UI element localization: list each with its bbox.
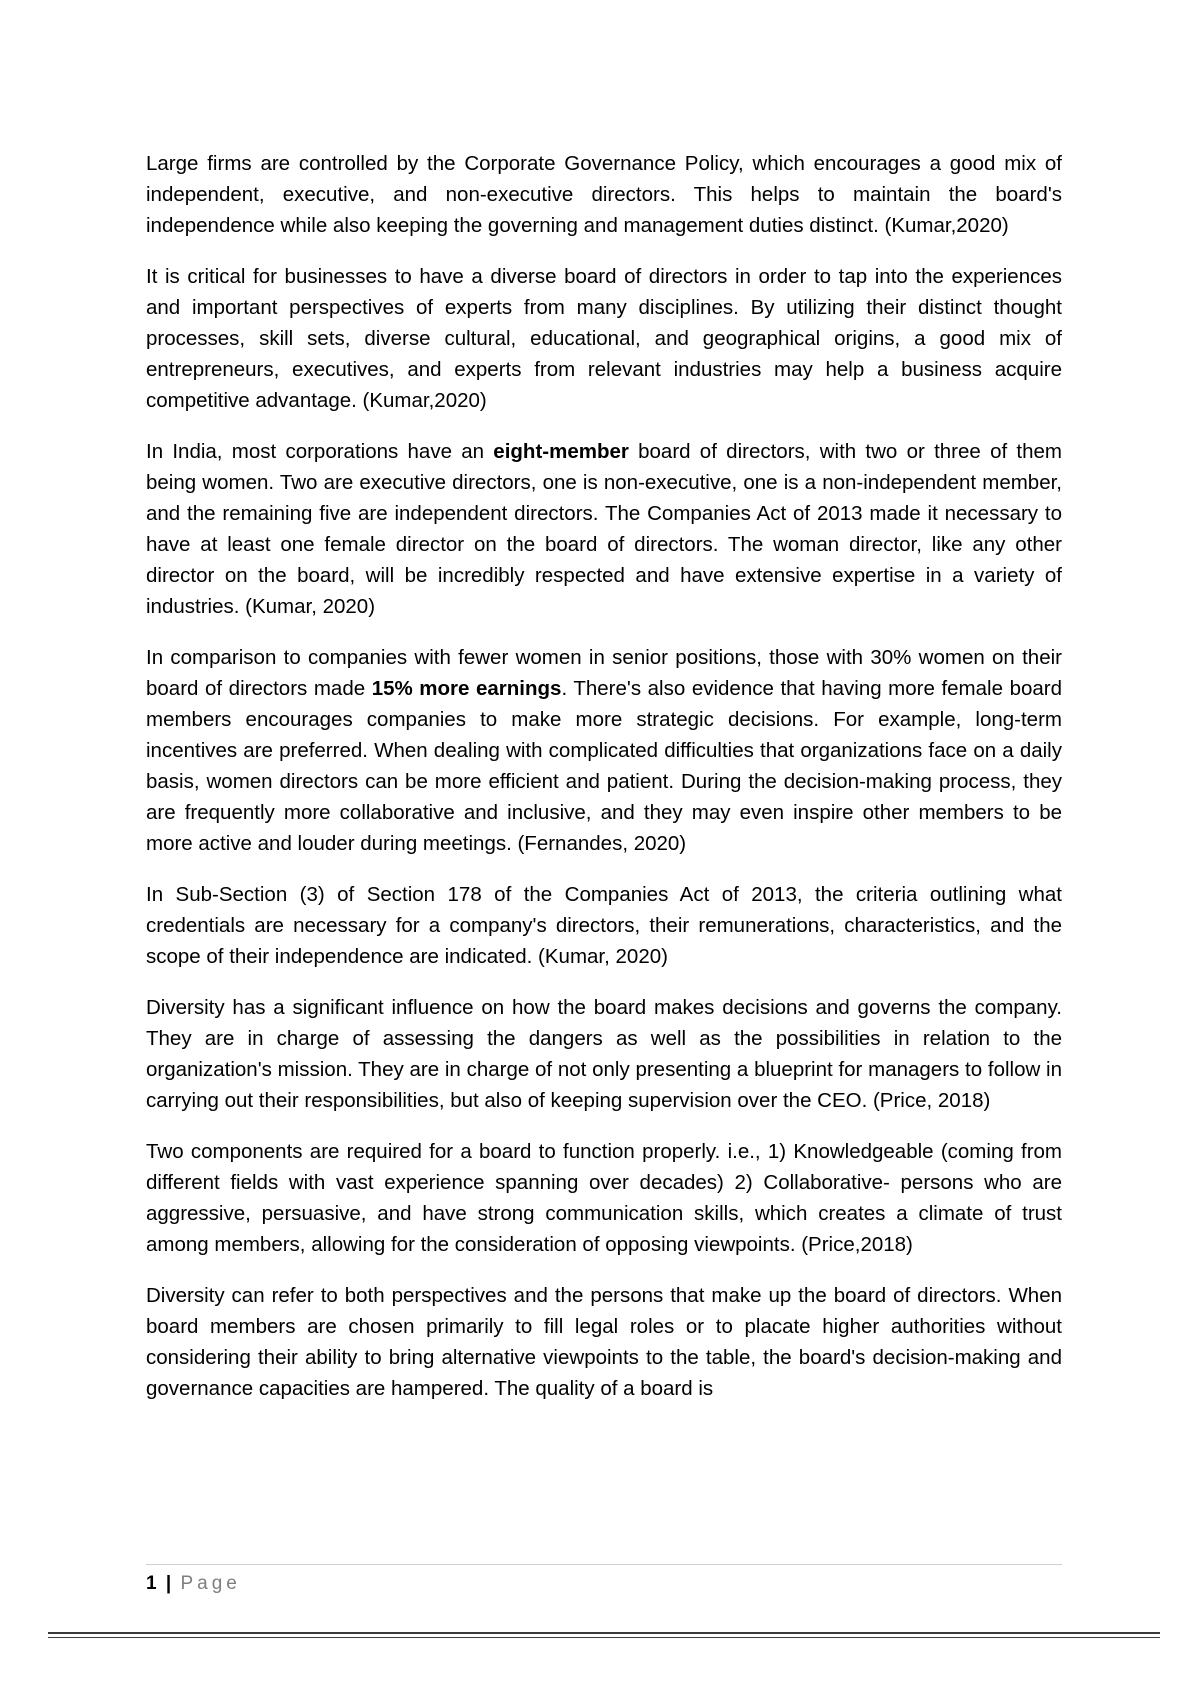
document-body xyxy=(146,148,1062,1424)
paragraph xyxy=(146,992,1062,1116)
text-run: board of directors, with two or three of them being women. Two are executive directors, one is non-executive, one is a non-independent member, and the remaining five are independent directors. The Companies Act of 2013 made it necessary to have at least one female director on the board of directors. The woman director, like any other director on the board, will be incredibly respected and have extensive expertise in a variety of industries. (Kumar, 2020) xyxy=(146,440,1062,618)
paragraph xyxy=(146,1136,1062,1260)
text-run: Diversity has a significant influence on how the board makes decisions and governs the company. They are in charge of assessing the dangers as well as the possibilities in relation to the organization's mission. They are in charge of not only presenting a blueprint for managers to follow in carrying out their responsibilities, but also of keeping supervision over the CEO. (Price, 2018) xyxy=(146,996,1062,1112)
text-run: Large firms are controlled by the Corporate Governance Policy, which encourages a good mix of independent, executive, and non-executive directors. This helps to maintain the board's independence while also keeping the governing and management duties distinct. (Kumar,2020) xyxy=(146,152,1062,237)
footer-separator: | xyxy=(165,1573,172,1594)
paragraph xyxy=(146,1280,1062,1404)
footer-divider xyxy=(146,1564,1062,1565)
text-run: In comparison to companies with fewer women in senior positions, those with 30% women on their board of directors made xyxy=(146,646,1062,700)
paragraph xyxy=(146,879,1062,972)
paragraph xyxy=(146,261,1062,416)
paragraph xyxy=(146,436,1062,622)
text-run: In Sub-Section (3) of Section 178 of the Companies Act of 2013, the criteria outlining what credentials are necessary for a company's directors, their remunerations, characteristics, and the scope of their independence are indicated. (Kumar, 2020) xyxy=(146,883,1062,968)
bold-text-run: eight-member xyxy=(493,440,629,463)
text-run: It is critical for businesses to have a diverse board of directors in order to tap into the experiences and important perspectives of experts from many disciplines. By utilizing their distinct thought processes, skill sets, diverse cultural, educational, and geographical origins, a good mix of entrepreneurs, executives, and experts from relevant industries may help a business acquire competitive advantage. (Kumar,2020) xyxy=(146,265,1062,412)
page-footer xyxy=(146,1572,241,1596)
bottom-border-line-thin xyxy=(48,1637,1160,1638)
text-run: Diversity can refer to both perspectives and the persons that make up the board of directors. When board members are chosen primarily to fill legal roles or to placate higher authorities without considering their ability to bring alternative viewpoints to the table, the board's decision-making and governance capacities are hampered. The quality of a board is xyxy=(146,1284,1062,1400)
text-run: Two components are required for a board to function properly. i.e., 1) Knowledgeable (coming from different fields with vast experience spanning over decades) 2) Collaborative- persons who are aggressive, persuasive, and have strong communication skills, which creates a climate of trust among members, allowing for the consideration of opposing viewpoints. (Price,2018) xyxy=(146,1140,1062,1256)
paragraph xyxy=(146,642,1062,859)
page-number: 1 xyxy=(146,1573,157,1594)
text-run: In India, most corporations have an xyxy=(146,440,494,463)
page-label: Page xyxy=(180,1573,241,1594)
paragraph xyxy=(146,148,1062,241)
text-run: . There's also evidence that having more female board members encourages companies to make more strategic decisions. For example, long-term incentives are preferred. When dealing with complicated difficulties that organizations face on a daily basis, women directors can be more efficient and patient. During the decision-making process, they are frequently more collaborative and inclusive, and they may even inspire other members to be more active and louder during meetings. (Fernandes, 2020) xyxy=(146,677,1062,855)
bottom-border-line xyxy=(48,1632,1160,1634)
bold-text-run: 15% more earnings xyxy=(371,677,562,700)
